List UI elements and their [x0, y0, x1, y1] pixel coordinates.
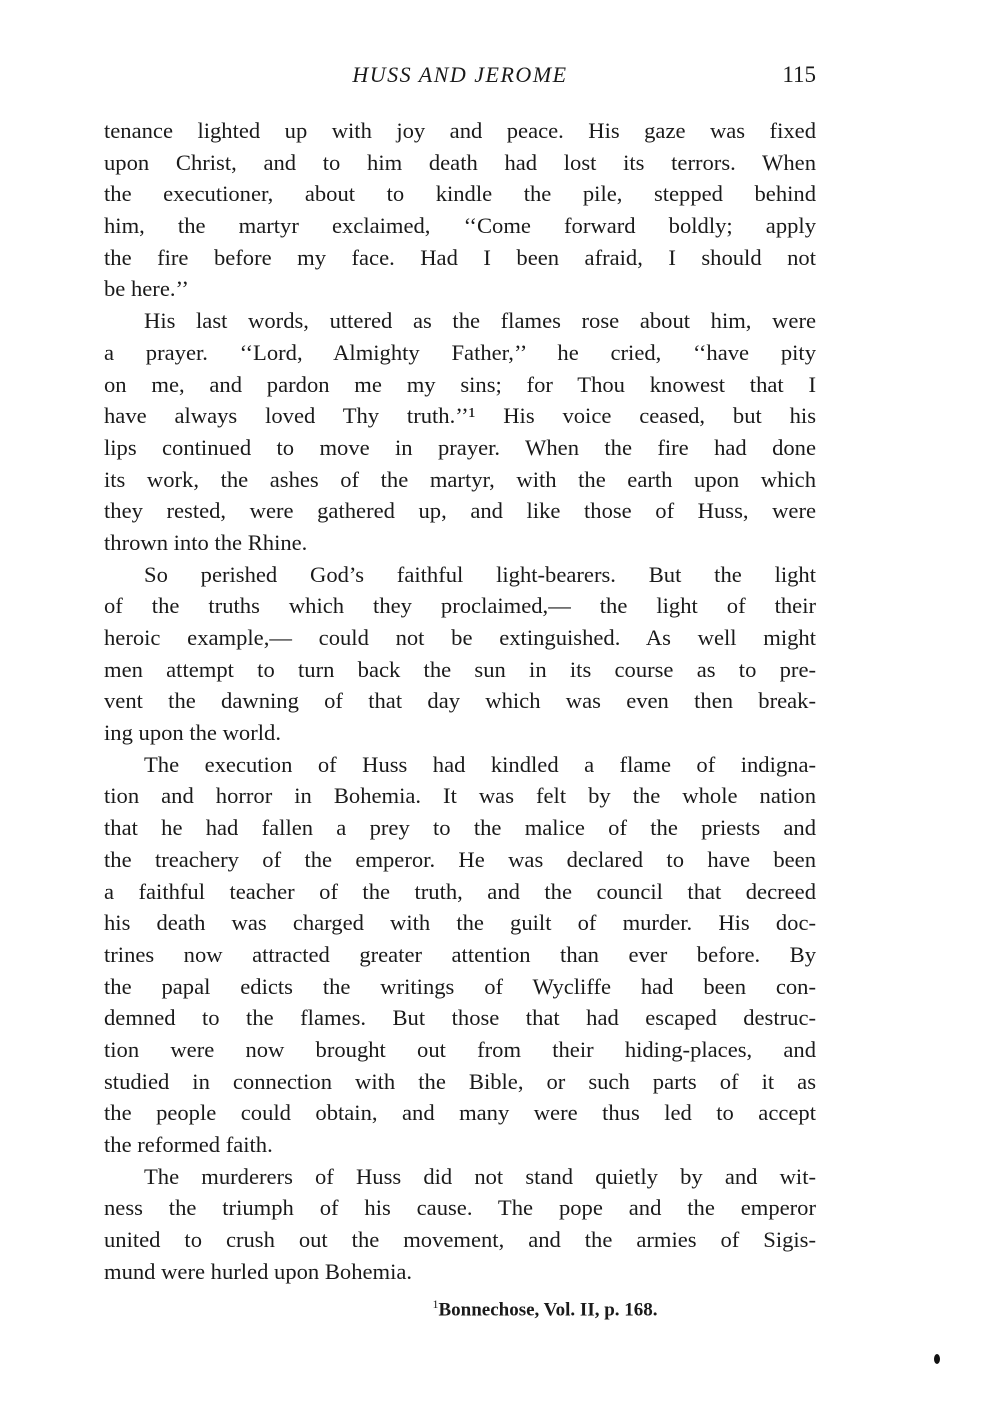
text-line: thrown into the Rhine.: [104, 529, 308, 555]
text-line: tenance lighted up with joy and peace. His gaze was fixed: [104, 118, 816, 143]
footnote-text: Bonnechose, Vol. II, p. 168.: [438, 1299, 658, 1321]
text-line: the executioner, about to kindle the pile, stepped behind: [104, 181, 816, 207]
text-line: heroic example,— could not be extinguished. As well might: [104, 625, 816, 650]
text-line: tion were now brought out from their hiding-places, and: [104, 1036, 816, 1062]
text-line: of the truths which they proclaimed,— the light of their: [104, 593, 816, 619]
text-line: a prayer. ‘‘Lord, Almighty Father,’’ he cried, ‘‘have pity: [104, 339, 816, 365]
text-line: demned to the flames. But those that had escaped destruc-: [104, 1005, 816, 1031]
paragraph: [104, 749, 816, 1161]
paragraph: [104, 559, 816, 749]
paragraph: [104, 305, 816, 559]
text-line: a faithful teacher of the truth, and the council that decreed: [104, 878, 816, 904]
text-line: mund were hurled upon Bohemia.: [104, 1258, 413, 1284]
text-line: His last words, uttered as the flames rose about him, were: [144, 308, 816, 334]
text-line: The execution of Huss had kindled a flame of indigna-: [144, 751, 816, 777]
paragraph: [104, 115, 816, 305]
text-line: studied in connection with the Bible, or such parts of it as: [104, 1068, 816, 1094]
text-line: upon Christ, and to him death had lost its terrors. When: [104, 149, 816, 175]
text-line: vent the dawning of that day which was even then break-: [104, 688, 816, 714]
text-line: be here.’’: [104, 276, 189, 302]
text-line: trines now attracted greater attention than ever before. By: [104, 941, 816, 967]
text-line: its work, the ashes of the martyr, with the earth upon which: [104, 466, 816, 492]
ink-speck: [934, 1354, 940, 1364]
running-head: [104, 62, 816, 96]
page-number: 115: [782, 62, 816, 87]
text-line: they rested, were gathered up, and like those of Huss, were: [104, 498, 816, 524]
text-line: the people could obtain, and many were thus led to accept: [104, 1100, 816, 1126]
text-line: on me, and pardon me my sins; for Thou knowest that I: [104, 371, 816, 397]
text-line: tion and horror in Bohemia. It was felt by the whole nation: [104, 783, 816, 809]
text-line: the treachery of the emperor. He was declared to have been: [104, 846, 816, 872]
text-line: ing upon the world.: [104, 720, 281, 746]
text-line: So perished God’s faithful light-bearers. But the light: [144, 561, 816, 587]
footnote: [0, 1297, 1000, 1321]
text-line: that he had fallen a prey to the malice of the priests and: [104, 815, 816, 841]
footnote-marker: 1: [432, 1297, 439, 1311]
text-line: The murderers of Huss did not stand quietly by and wit-: [144, 1163, 816, 1189]
paragraph: [104, 1161, 816, 1288]
text-line: the fire before my face. Had I been afraid, I should not: [104, 244, 816, 270]
running-title: HUSS AND JEROME: [352, 62, 568, 87]
body-text: [104, 115, 816, 1287]
text-line: have always loved Thy truth.’’¹ His voice ceased, but his: [104, 403, 816, 429]
text-line: lips continued to move in prayer. When the fire had done: [104, 434, 816, 460]
text-line: men attempt to turn back the sun in its course as to pre-: [104, 656, 816, 682]
text-line: the reformed faith.: [104, 1132, 273, 1157]
text-line: his death was charged with the guilt of murder. His doc-: [104, 910, 816, 936]
text-line: him, the martyr exclaimed, ‘‘Come forward boldly; apply: [104, 213, 816, 239]
text-line: ness the triumph of his cause. The pope and the emperor: [104, 1195, 816, 1221]
text-line: the papal edicts the writings of Wycliffe had been con-: [104, 973, 816, 999]
text-line: united to crush out the movement, and the armies of Sigis-: [104, 1227, 816, 1253]
